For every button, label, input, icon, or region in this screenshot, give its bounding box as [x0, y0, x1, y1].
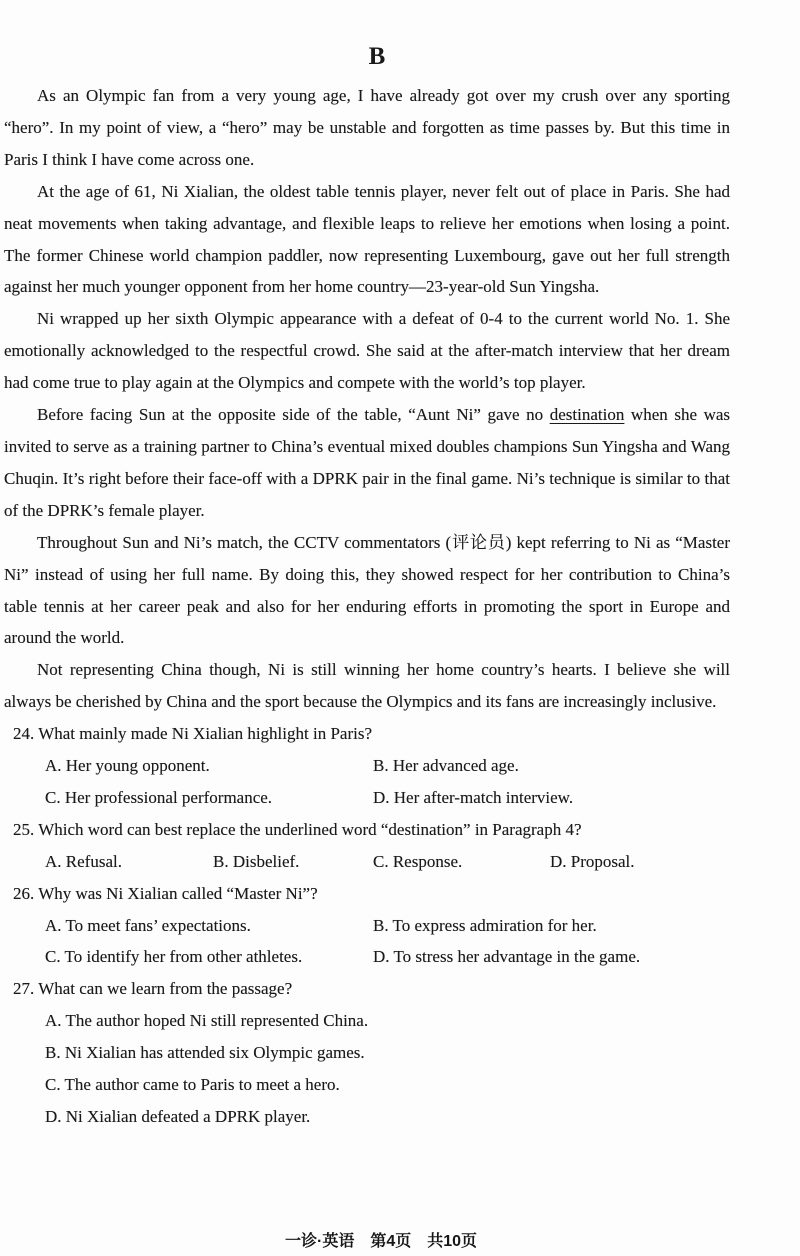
option-row	[4, 782, 730, 814]
reading-passage	[4, 80, 730, 718]
passage-text: As an Olympic fan from a very young age, I have already got over my crush over any sporting “hero”. In my point of view, a “hero” may be unstable and forgotten as time passes by. But this time in Paris I think I have come across one.	[4, 86, 730, 169]
passage-text: Ni wrapped up her sixth Olympic appearance with a defeat of 0-4 to the current world No. 1. She emotionally acknowledged to the respectful crowd. She said at the after-match interview that her dream had come true to play again at the Olympics and compete with the world’s top player.	[4, 309, 730, 393]
answer-option-b: B. To express admiration for her.	[373, 915, 597, 935]
question-block-27	[4, 973, 730, 1133]
answer-option-b: B. Disbelief.	[213, 851, 300, 871]
option-row	[4, 1101, 730, 1133]
answer-option-d: D. Her after-match interview.	[373, 787, 574, 807]
answer-option-c: C. The author came to Paris to meet a hero.	[45, 1075, 340, 1095]
question-stem: 27. What can we learn from the passage?	[13, 979, 293, 999]
questions-section	[4, 718, 730, 1133]
passage-paragraph	[4, 654, 730, 718]
answer-option-a: A. To meet fans’ expectations.	[45, 915, 251, 935]
passage-text: Throughout Sun and Ni’s match, the CCTV commentators (评论员) kept referring to Ni as “Master Ni” instead of using her full name. By doing this, they showed respect for her contribution to China’s table tennis at her career peak and also for her enduring efforts in promoting the sport in Europe and around the world.	[4, 532, 730, 648]
passage-text: At the age of 61, Ni Xialian, the oldest table tennis player, never felt out of place in Paris. She had neat movements when taking advantage, and flexible leaps to relieve her emotions when losing a point. The former Chinese world champion paddler, now representing Luxembourg, gave out her full strength against her much younger opponent from her home country—23-year-old Sun Yingsha.	[4, 181, 730, 297]
passage-text: when she was invited to serve as a training partner to China’s eventual mixed doubles champions Sun Yingsha and Wang Chuqin. It’s right before their face-off with a DPRK pair in the final game. Ni’s technique is similar to that of the DPRK’s female player.	[4, 405, 731, 520]
answer-option-b: B. Her advanced age.	[373, 756, 519, 776]
passage-paragraph	[4, 399, 730, 527]
question-stem: 24. What mainly made Ni Xialian highlight in Paris?	[13, 724, 372, 744]
option-row	[4, 1069, 730, 1101]
question-stem: 25. Which word can best replace the underlined word “destination” in Paragraph 4?	[13, 819, 582, 839]
option-row	[4, 910, 730, 942]
passage-text: Not representing China though, Ni is still winning her home country’s hearts. I believe she will always be cherished by China and the sport because the Olympics and its fans are increasingly inclusive.	[4, 660, 730, 712]
option-row	[4, 1037, 730, 1069]
question-block-24	[4, 718, 730, 814]
answer-option-c: C. Her professional performance.	[45, 787, 273, 807]
underlined-word: destination	[549, 405, 625, 425]
answer-option-a: A. Her young opponent.	[45, 756, 210, 776]
option-row	[4, 846, 730, 878]
answer-option-d: D. Proposal.	[550, 851, 635, 871]
answer-option-a: A. Refusal.	[45, 851, 122, 871]
answer-option-c: C. Response.	[373, 851, 463, 871]
question-block-26	[4, 878, 730, 974]
option-row	[4, 750, 730, 782]
option-row	[4, 941, 730, 973]
answer-option-d: D. Ni Xialian defeated a DPRK player.	[45, 1107, 311, 1126]
passage-paragraph	[4, 527, 730, 655]
page-content	[4, 42, 730, 1133]
page-footer: 一诊·英语 第4页 共10页	[284, 1233, 478, 1250]
question-block-25	[4, 814, 730, 878]
option-row	[4, 1005, 730, 1037]
passage-text: Before facing Sun at the opposite side of the table, “Aunt Ni” gave no	[37, 405, 550, 425]
passage-paragraph	[4, 80, 730, 176]
passage-paragraph	[4, 176, 730, 304]
question-stem: 26. Why was Ni Xialian called “Master Ni”?	[13, 883, 318, 903]
passage-paragraph	[4, 303, 730, 399]
answer-option-a: A. The author hoped Ni still represented China.	[45, 1011, 369, 1031]
section-title: B	[368, 43, 386, 70]
answer-option-c: C. To identify her from other athletes.	[45, 947, 303, 967]
answer-option-d: D. To stress her advantage in the game.	[373, 947, 641, 967]
answer-option-b: B. Ni Xialian has attended six Olympic games.	[45, 1043, 365, 1063]
